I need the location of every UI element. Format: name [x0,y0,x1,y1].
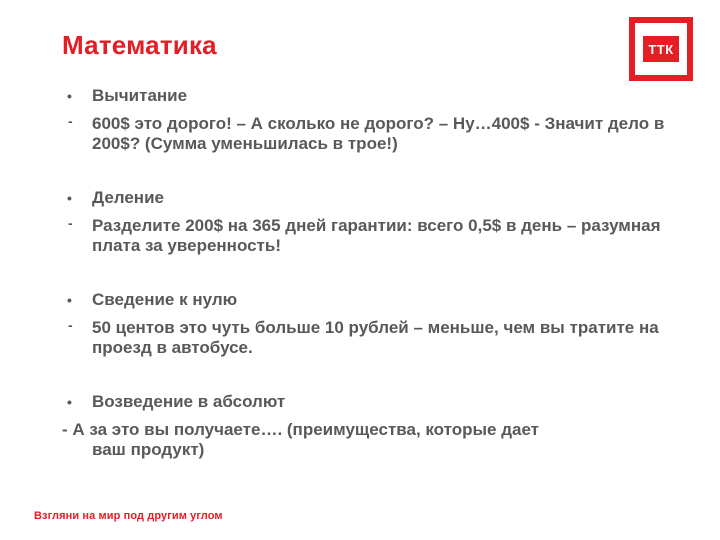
section-text: 50 центов это чуть больше 10 рублей – меньше, чем вы тратите на проезд в автобусе. [92,318,659,357]
bullet-icon: • [67,292,72,308]
bullet-icon: • [67,394,72,410]
section-text-line2: ваш продукт) [92,440,205,459]
slide-footer-slogan: Взгляни на мир под другим углом [34,510,223,522]
section-heading-reduction-to-zero [62,290,682,310]
section-text-reduction-to-zero [62,318,682,358]
section-heading-absolute [62,392,682,412]
dash-marker: - [68,215,73,231]
ttk-logo [629,17,693,81]
section-heading: Деление [92,188,164,207]
section-text: Разделите 200$ на 365 дней гарантии: всего 0,5$ в день – разумная плата за уверенность! [92,216,661,255]
dash-marker: - [68,113,73,129]
section-text-subtraction [62,114,682,154]
section-heading: Сведение к нулю [92,290,238,309]
section-heading: Возведение в абсолют [92,392,286,411]
section-heading-division [62,188,682,208]
section-text: 600$ это дорого! – А сколько не дорого? – Ну…400$ - Значит дело в 200$? (Сумма уменьшилась в трое!) [92,114,665,153]
section-heading: Вычитание [92,86,188,105]
section-text-absolute [62,420,682,460]
section-text-division [62,216,682,256]
ttk-logo-text: ТТК [643,36,679,62]
section-text-line1: - А за это вы получаете…. (преимущества, которые дает [62,420,540,439]
slide-title: Математика [62,30,217,60]
dash-marker: - [68,317,73,333]
bullet-icon: • [67,88,72,104]
section-heading-subtraction [62,86,682,106]
bullet-icon: • [67,190,72,206]
slide-content [62,86,682,460]
